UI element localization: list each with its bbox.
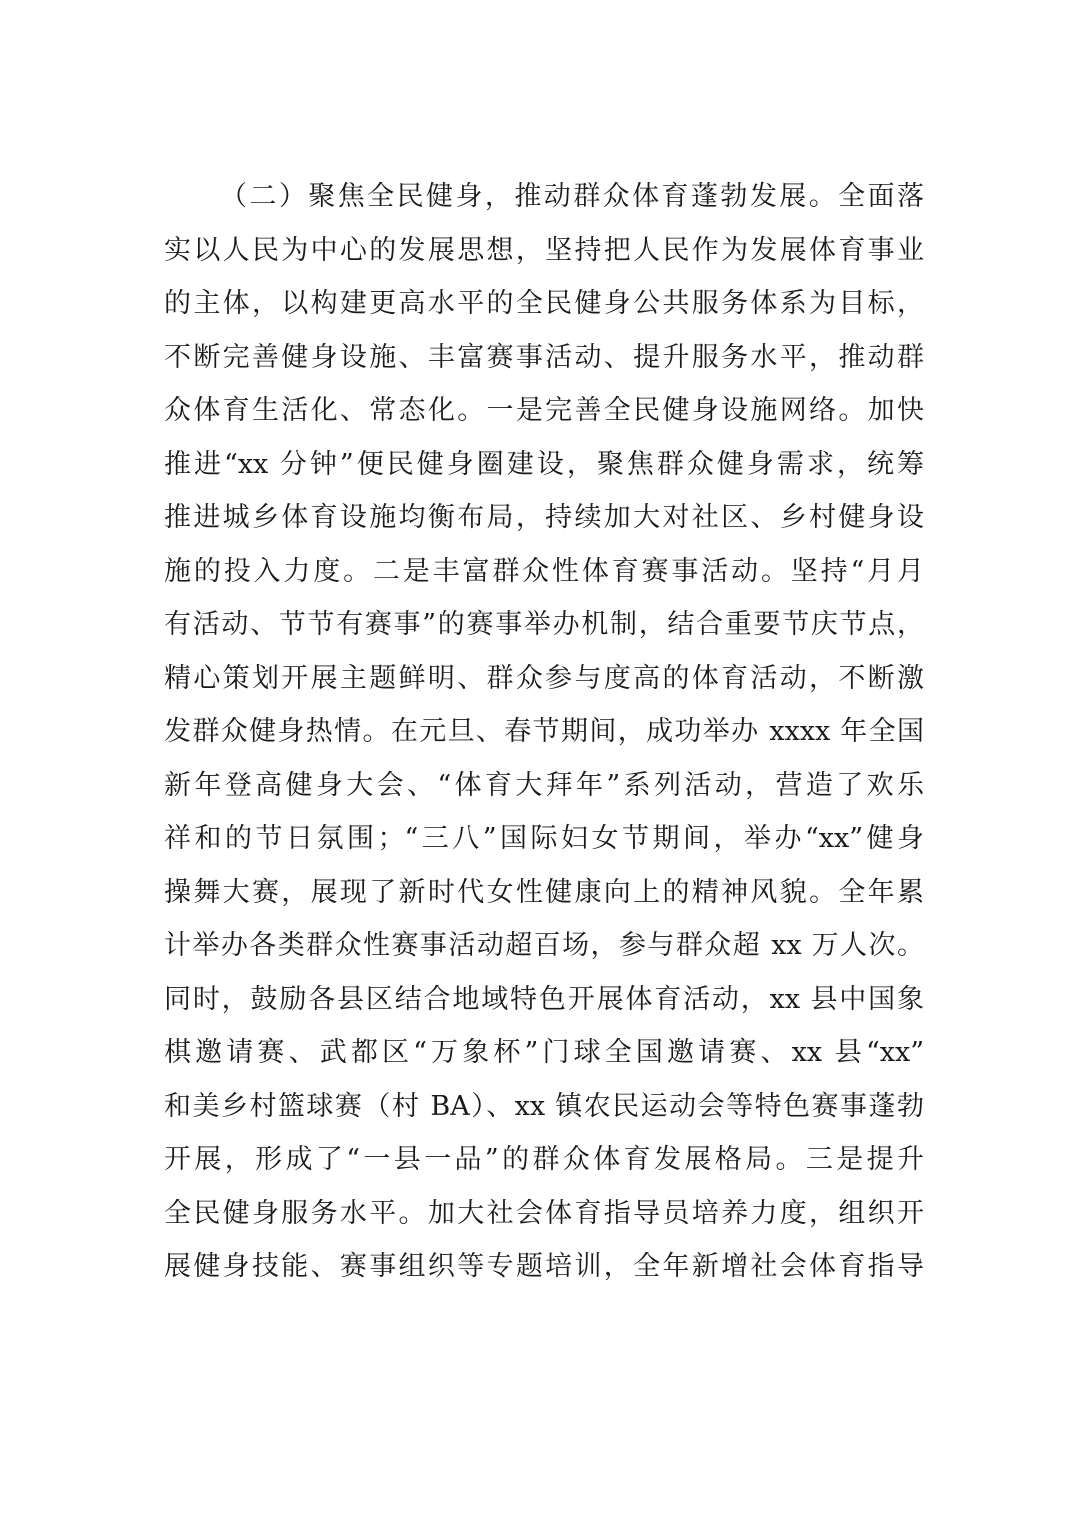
text-line: 同时，鼓励各县区结合地域特色开展体育活动，xx 县中国象 — [164, 983, 924, 1015]
text-line: 众体育生活化、常态化。一是完善全民健身设施网络。加快 — [164, 395, 924, 426]
text-line: 计举办各类群众性赛事活动超百场，参与群众超 xx 万人次。 — [164, 930, 924, 961]
text-line: 操舞大赛，展现了新时代女性健康向上的精神风貌。全年累 — [164, 876, 924, 908]
paragraph-body — [164, 170, 924, 1294]
text-line: 不断完善健身设施、丰富赛事活动、提升服务水平，推动群 — [164, 341, 924, 373]
text-line: 祥和的节日氛围；“三八”国际妇女节期间，举办“xx”健身 — [164, 823, 924, 854]
text-line: 精心策划开展主题鲜明、群众参与度高的体育活动，不断激 — [164, 662, 924, 694]
text-line: 棋邀请赛、武都区“万象杯”门球全国邀请赛、xx 县“xx” — [164, 1037, 924, 1068]
text-line: 全民健身服务水平。加大社会体育指导员培养力度，组织开 — [164, 1197, 924, 1229]
text-line: 施的投入力度。二是丰富群众性体育赛事活动。坚持“月月 — [164, 555, 924, 587]
text-line: 开展，形成了“一县一品”的群众体育发展格局。三是提升 — [164, 1144, 924, 1175]
text-line: 的主体，以构建更高水平的全民健身公共服务体系为目标， — [164, 288, 924, 319]
text-line: 发群众健身热情。在元旦、春节期间，成功举办 xxxx 年全国 — [164, 716, 924, 747]
text-line: 推进“xx 分钟”便民健身圈建设，聚焦群众健身需求，统筹 — [164, 448, 924, 480]
text-line: 有活动、节节有赛事”的赛事举办机制，结合重要节庆节点， — [164, 609, 924, 640]
text-line: 实以人民为中心的发展思想，坚持把人民作为发展体育事业 — [164, 234, 924, 266]
text-line: 展健身技能、赛事组织等专题培训，全年新增社会体育指导 — [164, 1251, 924, 1282]
text-line: 新年登高健身大会、“体育大拜年”系列活动，营造了欢乐 — [164, 769, 924, 801]
text-line: 和美乡村篮球赛（村 BA）、xx 镇农民运动会等特色赛事蓬勃 — [164, 1090, 924, 1122]
text-line: 推进城乡体育设施均衡布局，持续加大对社区、乡村健身设 — [164, 502, 924, 533]
text-line: （二）聚焦全民健身，推动群众体育蓬勃发展。全面落 — [220, 181, 924, 212]
